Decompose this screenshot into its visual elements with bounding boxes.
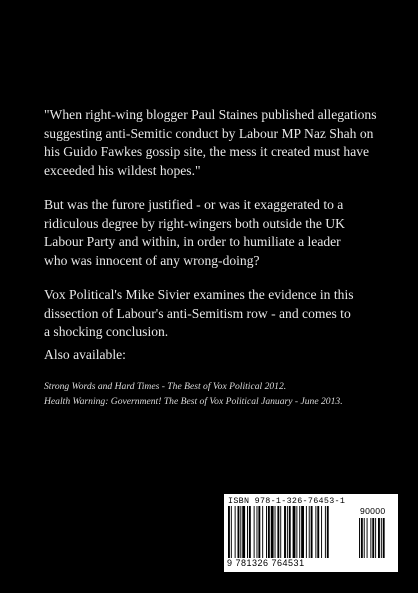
barcode-bar xyxy=(268,506,270,558)
blurb-text xyxy=(44,106,394,358)
price-bar xyxy=(383,518,385,558)
blurb-line: Labour Party and within, in order to humiliate a leader xyxy=(44,234,341,249)
blurb-line: But was the furore justified - or was it exaggerated to a xyxy=(44,197,344,212)
barcode-bar xyxy=(284,506,286,558)
blurb-paragraph-1 xyxy=(44,106,394,180)
price-code: 90000 xyxy=(360,506,386,516)
barcode-bars xyxy=(228,506,356,558)
price-bar xyxy=(375,518,376,558)
also-available-title: Health Warning: Government! The Best of Vox Political January - June 2013. xyxy=(44,396,343,407)
price-bar xyxy=(361,518,363,558)
blurb-line: his Guido Fawkes gossip site, the mess it created must have xyxy=(44,144,370,159)
ean-digits: 9 781326 764531 xyxy=(227,558,305,568)
blurb-line: exceeded his wildest hopes." xyxy=(44,162,201,178)
barcode-bar xyxy=(240,506,241,558)
blurb-line: who was innocent of any wrong-doing? xyxy=(44,252,260,268)
blurb-paragraph-3 xyxy=(44,286,394,342)
price-bar xyxy=(367,518,368,558)
barcode-bar xyxy=(306,506,307,558)
barcode-bar xyxy=(315,506,316,558)
price-bar xyxy=(370,518,371,558)
barcode-bar xyxy=(327,506,329,558)
price-bar xyxy=(378,518,380,558)
blurb-line: ridiculous degree by right-wingers both outside the UK xyxy=(44,215,345,231)
barcode-bar xyxy=(287,506,288,558)
isbn-barcode xyxy=(224,494,398,572)
barcode-bar xyxy=(231,506,232,558)
barcode-bar xyxy=(238,506,240,558)
barcode-bar xyxy=(254,506,255,558)
barcode-bar xyxy=(296,506,297,558)
barcode-bar xyxy=(299,506,300,558)
barcode-bar xyxy=(275,506,276,558)
barcode-bar xyxy=(242,506,245,558)
barcode-bar xyxy=(271,506,274,558)
blurb-line: dissection of Labour's anti-Semitism row - and comes to xyxy=(44,305,351,321)
price-bar xyxy=(364,518,365,558)
blurb-line: "When right-wing blogger Paul Staines published allegations xyxy=(44,107,377,122)
barcode-bar xyxy=(280,506,281,558)
barcode-bar xyxy=(311,506,313,558)
isbn-label: ISBN 978-1-326-76453-1 xyxy=(228,496,346,506)
also-available-title: Strong Words and Hard Times - The Best of Vox Political 2012. xyxy=(44,381,287,392)
blurb-paragraph-2 xyxy=(44,196,394,270)
price-barcode-bars xyxy=(359,518,393,558)
barcode-bar xyxy=(277,506,279,558)
barcode-bar xyxy=(235,506,236,558)
barcode-bar xyxy=(293,506,296,558)
barcode-bar xyxy=(325,506,326,558)
blurb-line: a shocking conclusion. xyxy=(44,324,169,339)
barcode-bar xyxy=(321,506,322,558)
barcode-bar xyxy=(247,506,248,558)
barcode-bar xyxy=(309,506,310,558)
barcode-bar xyxy=(262,506,263,558)
barcode-bar xyxy=(228,506,230,558)
barcode-bar xyxy=(257,506,258,558)
barcode-bar xyxy=(289,506,291,558)
price-bar xyxy=(372,518,374,558)
barcode-bar xyxy=(258,506,260,558)
blurb-line: suggesting anti-Semitic conduct by Labour MP Naz Shah on xyxy=(44,125,374,141)
barcode-bar xyxy=(266,506,267,558)
barcode-bar xyxy=(317,506,319,558)
also-available-list xyxy=(44,379,404,409)
price-bar xyxy=(381,518,382,558)
barcode-bar xyxy=(301,506,304,558)
barcode-bar xyxy=(249,506,251,558)
blurb-line: Vox Political's Mike Sivier examines the evidence in this xyxy=(44,287,354,302)
price-bar xyxy=(359,518,360,558)
also-available-heading: Also available: xyxy=(44,347,126,362)
